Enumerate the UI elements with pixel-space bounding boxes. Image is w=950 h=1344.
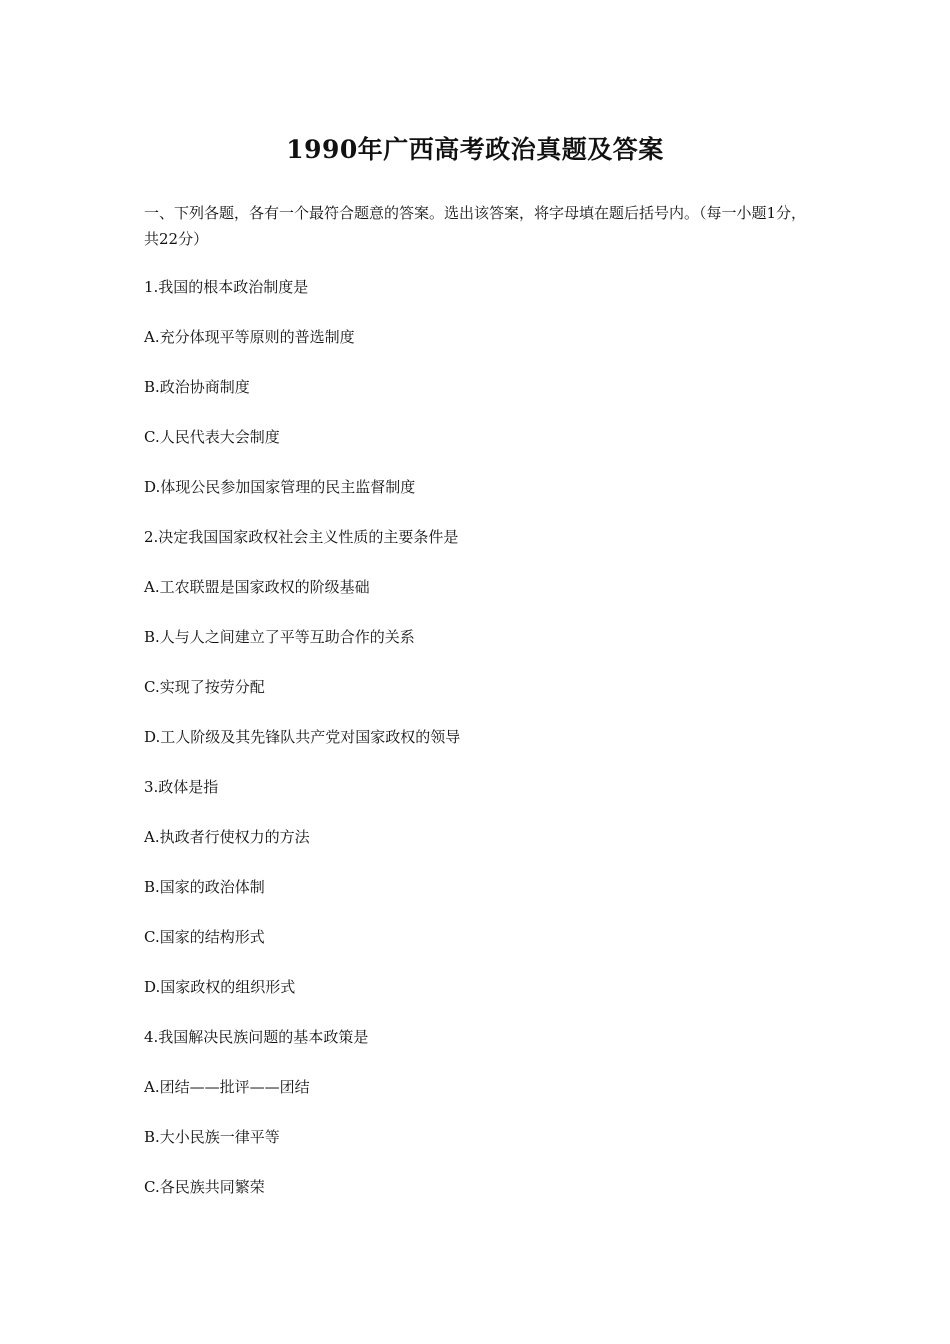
section-instructions: 一、下列各题，各有一个最符合题意的答案。选出该答案，将字母填在题后括号内。（每一小题1分，共22分） — [144, 204, 807, 248]
question-1-stem: 1.我国的根本政治制度是 — [144, 278, 309, 296]
question-1-option-d: D.体现公民参加国家管理的民主监督制度 — [144, 478, 416, 496]
question-4-option-a: A.团结——批评——团结 — [144, 1078, 310, 1096]
question-1-option-a: A.充分体现平等原则的普选制度 — [144, 328, 355, 346]
question-list — [144, 274, 814, 1224]
question-2-option-b: B.人与人之间建立了平等互助合作的关系 — [144, 628, 415, 646]
question-2-option-d: D.工人阶级及其先锋队共产党对国家政权的领导 — [144, 728, 461, 746]
question-1-option-c: C.人民代表大会制度 — [144, 428, 280, 446]
question-3-option-c: C.国家的结构形式 — [144, 928, 265, 946]
question-3-option-d: D.国家政权的组织形式 — [144, 978, 296, 996]
question-2-stem: 2.决定我国国家政权社会主义性质的主要条件是 — [144, 528, 459, 546]
question-4-option-c: C.各民族共同繁荣 — [144, 1178, 265, 1196]
question-2-option-c: C.实现了按劳分配 — [144, 678, 265, 696]
question-3-stem: 3.政体是指 — [144, 778, 219, 796]
page-title: 1990年广西高考政治真题及答案 — [286, 135, 664, 164]
question-4-option-b: B.大小民族一律平等 — [144, 1128, 280, 1146]
question-3-option-a: A.执政者行使权力的方法 — [144, 828, 310, 846]
question-2-option-a: A.工农联盟是国家政权的阶级基础 — [144, 578, 370, 596]
question-3-option-b: B.国家的政治体制 — [144, 878, 265, 896]
question-4-stem: 4.我国解决民族问题的基本政策是 — [144, 1028, 369, 1046]
question-1-option-b: B.政治协商制度 — [144, 378, 250, 396]
